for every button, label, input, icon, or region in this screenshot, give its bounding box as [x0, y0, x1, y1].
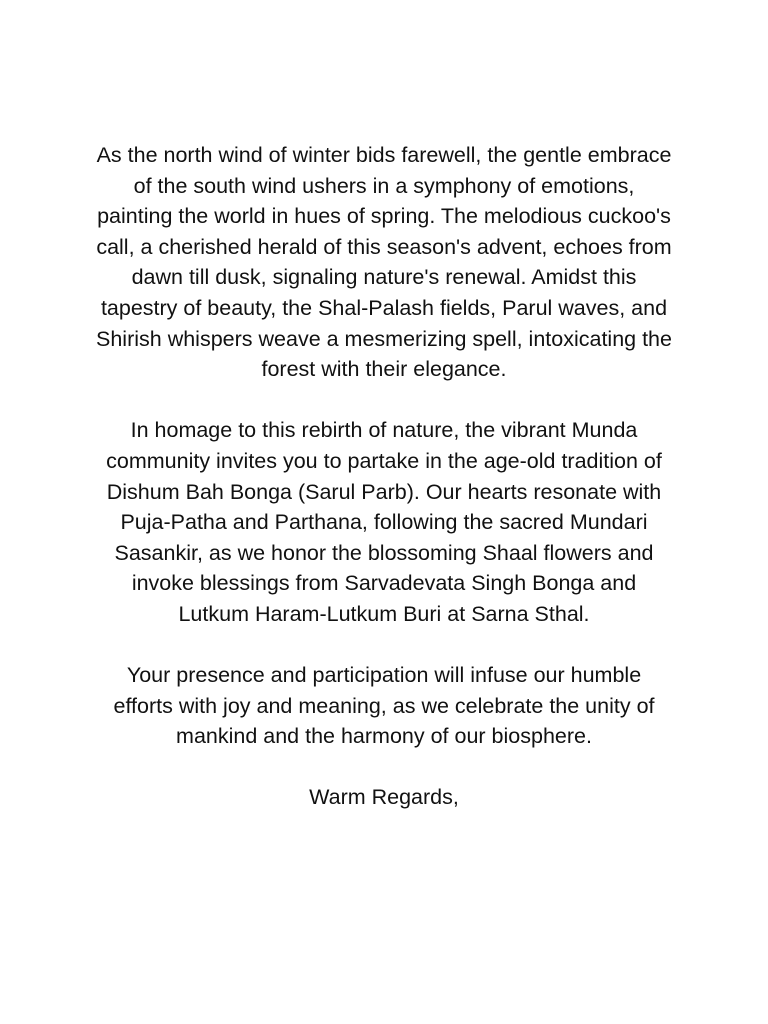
- text-line: of the south wind ushers in a symphony of emotions,: [133, 173, 635, 198]
- text-line: Puja-Patha and Parthana, following the sacred Mundari: [120, 510, 648, 535]
- text-line: Lutkum Haram-Lutkum Buri at Sarna Sthal.: [178, 601, 590, 626]
- closing-salutation: [40, 782, 728, 813]
- text-line: call, a cherished herald of this season's advent, echoes from: [96, 234, 672, 259]
- paragraph-spring-description: [40, 140, 728, 385]
- text-line: Shirish whispers weave a mesmerizing spell, intoxicating the: [96, 326, 672, 351]
- text-line: As the north wind of winter bids farewell, the gentle embrace: [96, 143, 672, 167]
- text-line: tapestry of beauty, the Shal-Palash fields, Parul waves, and: [100, 295, 668, 320]
- closing-line: Warm Regards,: [309, 785, 459, 810]
- text-line: dawn till dusk, signaling nature's renewal. Amidst this: [131, 265, 637, 290]
- paragraph-spacer: [40, 752, 728, 783]
- paragraph-invitation: [40, 415, 728, 629]
- paragraph-participation: [40, 660, 728, 752]
- letter-body: [40, 140, 728, 813]
- text-line: efforts with joy and meaning, as we celebrate the unity of: [113, 693, 655, 718]
- text-line: Dishum Bah Bonga (Sarul Parb). Our hearts resonate with: [106, 479, 662, 504]
- text-line: In homage to this rebirth of nature, the vibrant Munda: [130, 418, 638, 443]
- text-line: mankind and the harmony of our biosphere.: [176, 724, 592, 749]
- paragraph-spacer: [40, 385, 728, 416]
- text-line: painting the world in hues of spring. The melodious cuckoo's: [97, 204, 671, 229]
- text-line: forest with their elegance.: [261, 357, 507, 382]
- text-line: Your presence and participation will infuse our humble: [126, 663, 642, 688]
- paragraph-spacer: [40, 630, 728, 661]
- text-line: invoke blessings from Sarvadevata Singh Bonga and: [131, 571, 637, 596]
- text-line: Sasankir, as we honor the blossoming Shaal flowers and: [114, 540, 654, 565]
- text-line: community invites you to partake in the age-old tradition of: [106, 448, 662, 473]
